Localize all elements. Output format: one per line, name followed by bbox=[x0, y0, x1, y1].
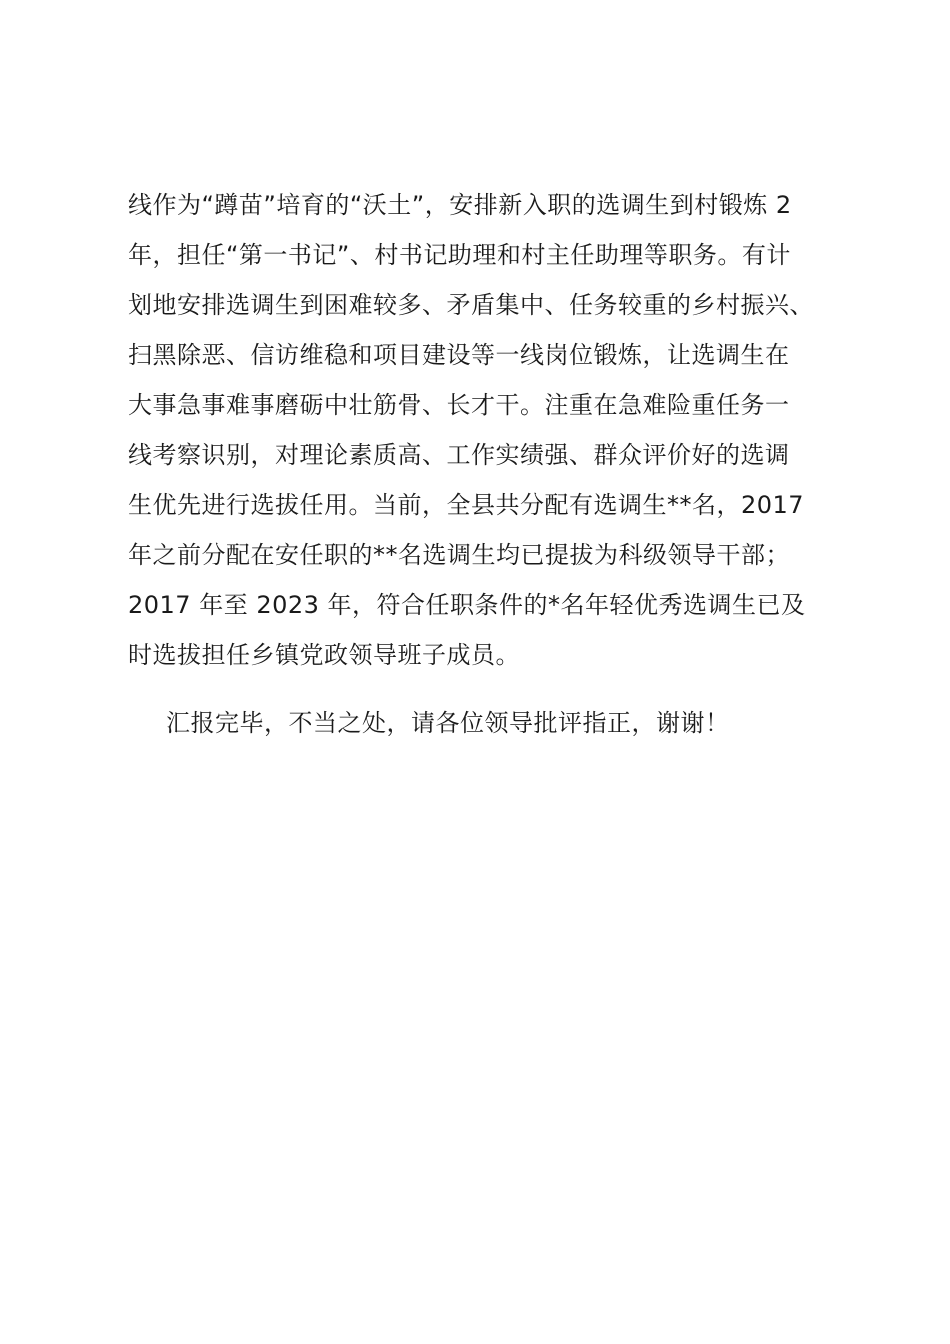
text-line: 年之前分配在安任职的**名选调生均已提拔为科级领导干部； bbox=[128, 541, 790, 569]
text-line: 划地安排选调生到困难较多、矛盾集中、任务较重的乡村振兴、 bbox=[128, 291, 814, 319]
text-line: 生优先进行选拔任用。当前，全县共分配有选调生**名，2017 bbox=[128, 491, 805, 519]
text-line: 线作为“蹲苗”培育的“沃土”，安排新入职的选调生到村锻炼 2 bbox=[128, 191, 792, 219]
text-line: 年，担任“第一书记”、村书记助理和村主任助理等职务。有计 bbox=[128, 241, 791, 269]
text-line: 时选拔担任乡镇党政领导班子成员。 bbox=[128, 641, 520, 669]
text-line: 大事急事难事磨砺中壮筋骨、长才干。注重在急难险重任务一 bbox=[128, 391, 790, 419]
paragraph-closing bbox=[128, 698, 848, 748]
closing-remark: 汇报完毕，不当之处，请各位领导批评指正，谢谢！ bbox=[166, 709, 730, 737]
paragraph-selected-graduates bbox=[128, 180, 848, 680]
text-line: 2017 年至 2023 年，符合任职条件的*名年轻优秀选调生已及 bbox=[128, 591, 806, 619]
document-body bbox=[128, 180, 848, 748]
text-line: 扫黑除恶、信访维稳和项目建设等一线岗位锻炼，让选调生在 bbox=[128, 341, 790, 369]
text-line: 线考察识别，对理论素质高、工作实绩强、群众评价好的选调 bbox=[128, 441, 790, 469]
